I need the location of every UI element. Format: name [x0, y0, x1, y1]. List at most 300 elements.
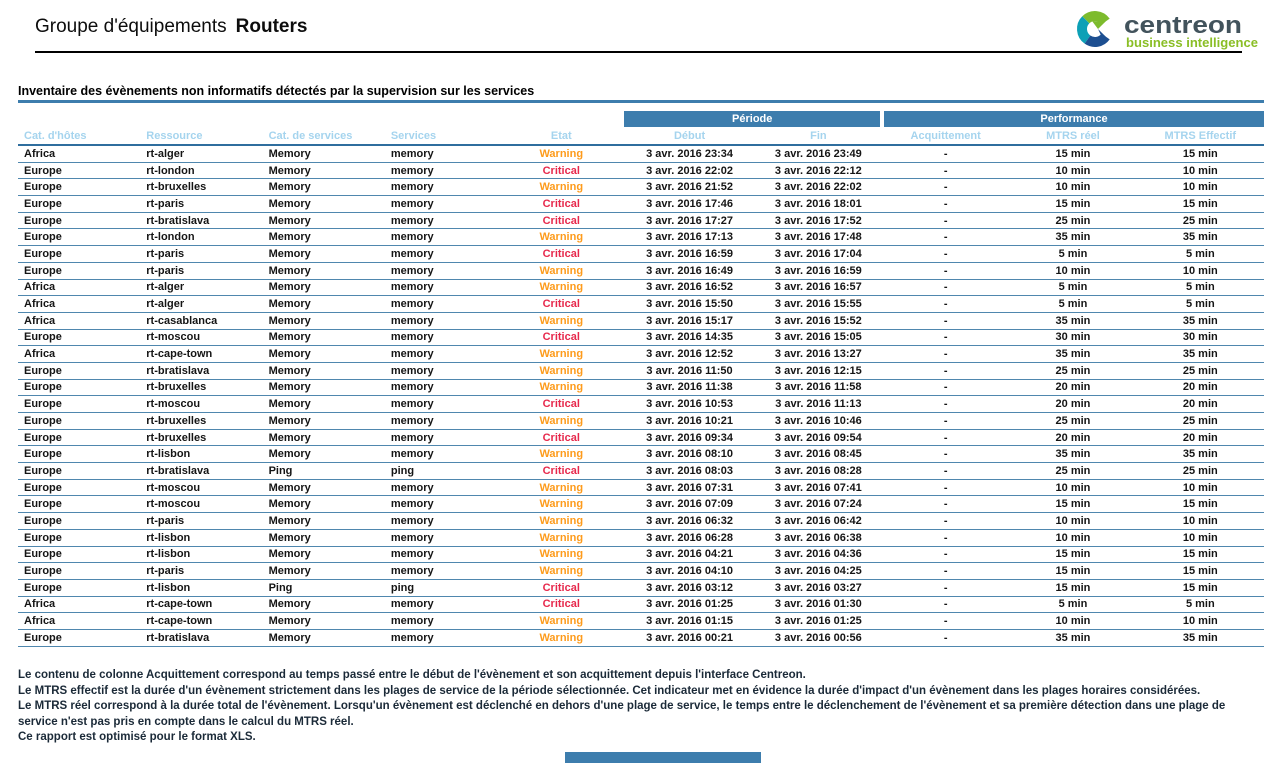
- cell-state: Warning: [498, 379, 624, 396]
- cell-state: Critical: [498, 212, 624, 229]
- cell-state: Warning: [498, 613, 624, 630]
- cell-host-category: Europe: [18, 463, 140, 480]
- cell-resource: rt-lisbon: [140, 546, 262, 563]
- cell-host-category: Europe: [18, 479, 140, 496]
- cell-start: 3 avr. 2016 10:21: [624, 413, 754, 430]
- cell-mtrs-effective: 10 min: [1137, 529, 1264, 546]
- cell-acknowledgement: -: [882, 279, 1009, 296]
- cell-service: memory: [385, 296, 498, 313]
- cell-start: 3 avr. 2016 04:21: [624, 546, 754, 563]
- cell-mtrs-real: 5 min: [1009, 296, 1136, 313]
- cell-state: Warning: [498, 479, 624, 496]
- cell-host-category: Europe: [18, 546, 140, 563]
- cell-host-category: Europe: [18, 379, 140, 396]
- cell-host-category: Europe: [18, 496, 140, 513]
- cell-mtrs-real: 10 min: [1009, 262, 1136, 279]
- cell-resource: rt-bruxelles: [140, 379, 262, 396]
- table-row: [18, 212, 1264, 229]
- cell-resource: rt-bruxelles: [140, 413, 262, 430]
- cell-resource: rt-lisbon: [140, 446, 262, 463]
- cell-mtrs-effective: 35 min: [1137, 446, 1264, 463]
- cell-resource: rt-moscou: [140, 496, 262, 513]
- cell-service-category: Ping: [263, 579, 385, 596]
- cell-service: ping: [385, 579, 498, 596]
- cell-start: 3 avr. 2016 16:52: [624, 279, 754, 296]
- cell-mtrs-effective: 5 min: [1137, 596, 1264, 613]
- cell-state: Warning: [498, 346, 624, 363]
- cell-acknowledgement: -: [882, 479, 1009, 496]
- cell-acknowledgement: -: [882, 162, 1009, 179]
- footnote-line: Ce rapport est optimisé pour le format XLS.: [18, 731, 256, 743]
- table-row: [18, 145, 1264, 162]
- cell-service: memory: [385, 396, 498, 413]
- col-header-acknowledgement: Acquittement: [882, 127, 1009, 145]
- cell-resource: rt-cape-town: [140, 596, 262, 613]
- cell-start: 3 avr. 2016 07:31: [624, 479, 754, 496]
- table-row: [18, 463, 1264, 480]
- cell-service-category: Memory: [263, 162, 385, 179]
- cell-acknowledgement: -: [882, 379, 1009, 396]
- cell-end: 3 avr. 2016 00:56: [755, 629, 882, 646]
- page-title-group: Routers: [235, 16, 308, 37]
- footnote-line: Le MTRS effectif est la durée d'un évènement strictement dans les plages de service de la période sélectionnée. Cet indicateur met en évidence la durée d'impact d'un évènement dans les plages horaires considérées.: [18, 684, 1201, 697]
- cell-end: 3 avr. 2016 07:24: [755, 496, 882, 513]
- cell-mtrs-effective: 20 min: [1137, 396, 1264, 413]
- cell-acknowledgement: -: [882, 446, 1009, 463]
- cell-service: memory: [385, 346, 498, 363]
- cell-acknowledgement: -: [882, 613, 1009, 630]
- cell-service: memory: [385, 312, 498, 329]
- cell-mtrs-effective: 10 min: [1137, 262, 1264, 279]
- cell-mtrs-real: 15 min: [1009, 563, 1136, 580]
- cell-end: 3 avr. 2016 03:27: [755, 579, 882, 596]
- table-row: [18, 496, 1264, 513]
- cell-host-category: Europe: [18, 362, 140, 379]
- cell-acknowledgement: -: [882, 346, 1009, 363]
- cell-mtrs-effective: 15 min: [1137, 496, 1264, 513]
- col-header-start: Début: [624, 127, 754, 145]
- cell-start: 3 avr. 2016 00:21: [624, 629, 754, 646]
- cell-service-category: Memory: [263, 413, 385, 430]
- cell-mtrs-real: 15 min: [1009, 546, 1136, 563]
- cell-mtrs-effective: 15 min: [1137, 546, 1264, 563]
- cell-end: 3 avr. 2016 16:57: [755, 279, 882, 296]
- section-underline: [18, 100, 1264, 103]
- cell-state: Warning: [498, 279, 624, 296]
- cell-service: ping: [385, 463, 498, 480]
- logo-tagline-text: business intelligence: [1126, 36, 1259, 50]
- footnotes: [18, 668, 1225, 746]
- table-header-row: [18, 127, 1264, 145]
- cell-service: memory: [385, 179, 498, 196]
- cell-end: 3 avr. 2016 07:41: [755, 479, 882, 496]
- cell-start: 3 avr. 2016 17:46: [624, 196, 754, 213]
- table-row: [18, 529, 1264, 546]
- cell-end: 3 avr. 2016 01:30: [755, 596, 882, 613]
- cell-host-category: Europe: [18, 396, 140, 413]
- cell-end: 3 avr. 2016 08:45: [755, 446, 882, 463]
- cell-mtrs-effective: 20 min: [1137, 379, 1264, 396]
- cell-end: 3 avr. 2016 23:49: [755, 145, 882, 162]
- cell-start: 3 avr. 2016 22:02: [624, 162, 754, 179]
- cell-service-category: Memory: [263, 396, 385, 413]
- cell-state: Warning: [498, 262, 624, 279]
- table-row: [18, 513, 1264, 530]
- cell-service: memory: [385, 479, 498, 496]
- cell-start: 3 avr. 2016 15:17: [624, 312, 754, 329]
- cell-start: 3 avr. 2016 15:50: [624, 296, 754, 313]
- col-header-resource: Ressource: [140, 127, 262, 145]
- cell-host-category: Africa: [18, 145, 140, 162]
- cell-mtrs-real: 20 min: [1009, 429, 1136, 446]
- cell-state: Warning: [498, 179, 624, 196]
- cell-end: 3 avr. 2016 22:12: [755, 162, 882, 179]
- group-header-spacer: [18, 111, 624, 127]
- cell-service-category: Memory: [263, 246, 385, 263]
- cell-service: memory: [385, 446, 498, 463]
- cell-start: 3 avr. 2016 16:49: [624, 262, 754, 279]
- cell-acknowledgement: -: [882, 596, 1009, 613]
- cell-host-category: Europe: [18, 262, 140, 279]
- cell-service: memory: [385, 262, 498, 279]
- table-row: [18, 196, 1264, 213]
- cell-mtrs-real: 5 min: [1009, 246, 1136, 263]
- cell-acknowledgement: -: [882, 463, 1009, 480]
- cell-service-category: Memory: [263, 229, 385, 246]
- cell-end: 3 avr. 2016 04:36: [755, 546, 882, 563]
- cell-host-category: Africa: [18, 613, 140, 630]
- cell-host-category: Europe: [18, 563, 140, 580]
- cell-state: Warning: [498, 362, 624, 379]
- cell-state: Critical: [498, 329, 624, 346]
- cell-service: memory: [385, 513, 498, 530]
- cell-end: 3 avr. 2016 13:27: [755, 346, 882, 363]
- cell-acknowledgement: -: [882, 196, 1009, 213]
- cell-mtrs-real: 35 min: [1009, 446, 1136, 463]
- cell-service-category: Memory: [263, 596, 385, 613]
- cell-end: 3 avr. 2016 16:59: [755, 262, 882, 279]
- cell-service: memory: [385, 329, 498, 346]
- cell-start: 3 avr. 2016 16:59: [624, 246, 754, 263]
- cell-host-category: Europe: [18, 329, 140, 346]
- cell-service: memory: [385, 613, 498, 630]
- page-title: [35, 16, 307, 38]
- cell-acknowledgement: -: [882, 246, 1009, 263]
- cell-start: 3 avr. 2016 04:10: [624, 563, 754, 580]
- cell-host-category: Africa: [18, 596, 140, 613]
- cell-service-category: Ping: [263, 463, 385, 480]
- cell-end: 3 avr. 2016 01:25: [755, 613, 882, 630]
- cell-service: memory: [385, 529, 498, 546]
- col-header-host-category: Cat. d'hôtes: [18, 127, 140, 145]
- cell-mtrs-real: 25 min: [1009, 463, 1136, 480]
- cell-service: memory: [385, 162, 498, 179]
- cell-acknowledgement: -: [882, 513, 1009, 530]
- cell-service-category: Memory: [263, 446, 385, 463]
- cell-resource: rt-paris: [140, 513, 262, 530]
- cell-state: Critical: [498, 463, 624, 480]
- cell-resource: rt-bruxelles: [140, 429, 262, 446]
- cell-state: Warning: [498, 145, 624, 162]
- cell-resource: rt-paris: [140, 246, 262, 263]
- table-row: [18, 296, 1264, 313]
- cell-service: memory: [385, 413, 498, 430]
- cell-mtrs-effective: 5 min: [1137, 296, 1264, 313]
- cell-mtrs-real: 20 min: [1009, 396, 1136, 413]
- cell-mtrs-effective: 30 min: [1137, 329, 1264, 346]
- cell-mtrs-effective: 25 min: [1137, 212, 1264, 229]
- cell-host-category: Europe: [18, 513, 140, 530]
- cell-host-category: Europe: [18, 179, 140, 196]
- cell-acknowledgement: -: [882, 413, 1009, 430]
- table-row: [18, 312, 1264, 329]
- cell-state: Critical: [498, 296, 624, 313]
- cell-end: 3 avr. 2016 15:55: [755, 296, 882, 313]
- centreon-logo-icon: [1076, 6, 1268, 52]
- cell-start: 3 avr. 2016 17:13: [624, 229, 754, 246]
- table-row: [18, 329, 1264, 346]
- cell-resource: rt-moscou: [140, 396, 262, 413]
- col-header-service: Services: [385, 127, 498, 145]
- table-row: [18, 162, 1264, 179]
- table-row: [18, 629, 1264, 646]
- cell-resource: rt-cape-town: [140, 613, 262, 630]
- cell-service-category: Memory: [263, 546, 385, 563]
- cell-service: memory: [385, 196, 498, 213]
- cell-service: memory: [385, 279, 498, 296]
- cell-state: Critical: [498, 429, 624, 446]
- footer-page-bar: [565, 752, 761, 763]
- cell-acknowledgement: -: [882, 312, 1009, 329]
- cell-service: memory: [385, 246, 498, 263]
- cell-service-category: Memory: [263, 429, 385, 446]
- cell-end: 3 avr. 2016 17:52: [755, 212, 882, 229]
- cell-acknowledgement: -: [882, 262, 1009, 279]
- cell-resource: rt-bratislava: [140, 212, 262, 229]
- cell-end: 3 avr. 2016 11:13: [755, 396, 882, 413]
- cell-resource: rt-cape-town: [140, 346, 262, 363]
- cell-end: 3 avr. 2016 06:38: [755, 529, 882, 546]
- cell-state: Critical: [498, 596, 624, 613]
- centreon-c-mark-icon: [1082, 16, 1106, 42]
- cell-acknowledgement: -: [882, 329, 1009, 346]
- table-row: [18, 346, 1264, 363]
- cell-start: 3 avr. 2016 11:50: [624, 362, 754, 379]
- cell-resource: rt-london: [140, 229, 262, 246]
- cell-state: Critical: [498, 396, 624, 413]
- cell-start: 3 avr. 2016 01:15: [624, 613, 754, 630]
- cell-acknowledgement: -: [882, 563, 1009, 580]
- table-row: [18, 229, 1264, 246]
- cell-mtrs-real: 15 min: [1009, 496, 1136, 513]
- cell-service-category: Memory: [263, 346, 385, 363]
- table-row: [18, 396, 1264, 413]
- events-table-body: [18, 145, 1264, 646]
- cell-host-category: Africa: [18, 312, 140, 329]
- cell-resource: rt-lisbon: [140, 529, 262, 546]
- table-row: [18, 279, 1264, 296]
- table-row: [18, 546, 1264, 563]
- page-title-prefix: Groupe d'équipements: [35, 16, 227, 37]
- cell-end: 3 avr. 2016 10:46: [755, 413, 882, 430]
- footnote-line: service n'est pas pris en compte dans le calcul du MTRS réel.: [18, 715, 354, 728]
- cell-host-category: Europe: [18, 446, 140, 463]
- cell-mtrs-effective: 15 min: [1137, 563, 1264, 580]
- cell-mtrs-effective: 15 min: [1137, 579, 1264, 596]
- cell-service: memory: [385, 429, 498, 446]
- table-row: [18, 479, 1264, 496]
- cell-state: Warning: [498, 446, 624, 463]
- cell-host-category: Europe: [18, 529, 140, 546]
- cell-mtrs-real: 15 min: [1009, 579, 1136, 596]
- cell-mtrs-real: 30 min: [1009, 329, 1136, 346]
- cell-acknowledgement: -: [882, 179, 1009, 196]
- cell-service-category: Memory: [263, 629, 385, 646]
- cell-mtrs-real: 35 min: [1009, 629, 1136, 646]
- cell-mtrs-effective: 15 min: [1137, 196, 1264, 213]
- cell-state: Warning: [498, 546, 624, 563]
- cell-service-category: Memory: [263, 529, 385, 546]
- cell-service: memory: [385, 563, 498, 580]
- cell-mtrs-effective: 10 min: [1137, 479, 1264, 496]
- table-row: [18, 613, 1264, 630]
- cell-end: 3 avr. 2016 15:05: [755, 329, 882, 346]
- table-row: [18, 262, 1264, 279]
- cell-acknowledgement: -: [882, 296, 1009, 313]
- cell-acknowledgement: -: [882, 529, 1009, 546]
- cell-acknowledgement: -: [882, 629, 1009, 646]
- cell-service-category: Memory: [263, 513, 385, 530]
- table-row: [18, 246, 1264, 263]
- cell-service: memory: [385, 596, 498, 613]
- cell-service-category: Memory: [263, 196, 385, 213]
- cell-resource: rt-london: [140, 162, 262, 179]
- footnote-line: Le MTRS réel correspond à la durée total de l'évènement. Lorsqu'un évènement est déclenché en dehors d'une plage de service, le temps entre le déclenchement de l'évènement et sa première détection dans une plage de: [18, 700, 1226, 712]
- cell-acknowledgement: -: [882, 496, 1009, 513]
- header-divider: [35, 51, 1242, 53]
- cell-service-category: Memory: [263, 563, 385, 580]
- cell-end: 3 avr. 2016 15:52: [755, 312, 882, 329]
- cell-acknowledgement: -: [882, 396, 1009, 413]
- cell-mtrs-real: 10 min: [1009, 613, 1136, 630]
- cell-service: memory: [385, 546, 498, 563]
- cell-mtrs-effective: 5 min: [1137, 246, 1264, 263]
- cell-state: Warning: [498, 413, 624, 430]
- cell-service-category: Memory: [263, 496, 385, 513]
- logo-brand-text: centreon: [1124, 12, 1242, 39]
- cell-start: 3 avr. 2016 07:09: [624, 496, 754, 513]
- cell-service-category: Memory: [263, 279, 385, 296]
- cell-service: memory: [385, 362, 498, 379]
- cell-mtrs-real: 10 min: [1009, 513, 1136, 530]
- table-row: [18, 429, 1264, 446]
- cell-service: memory: [385, 145, 498, 162]
- cell-state: Warning: [498, 229, 624, 246]
- section-title: Inventaire des évènements non informatifs détectés par la supervision sur les services: [18, 84, 535, 98]
- cell-start: 3 avr. 2016 10:53: [624, 396, 754, 413]
- cell-mtrs-effective: 10 min: [1137, 162, 1264, 179]
- col-header-mtrs-real: MTRS réel: [1009, 127, 1136, 145]
- cell-mtrs-real: 15 min: [1009, 145, 1136, 162]
- cell-host-category: Europe: [18, 429, 140, 446]
- cell-mtrs-real: 35 min: [1009, 346, 1136, 363]
- group-header-performance: Performance: [882, 111, 1264, 127]
- cell-host-category: Europe: [18, 196, 140, 213]
- cell-resource: rt-casablanca: [140, 312, 262, 329]
- cell-start: 3 avr. 2016 12:52: [624, 346, 754, 363]
- cell-host-category: Europe: [18, 579, 140, 596]
- cell-start: 3 avr. 2016 01:25: [624, 596, 754, 613]
- cell-service-category: Memory: [263, 312, 385, 329]
- cell-resource: rt-alger: [140, 296, 262, 313]
- cell-resource: rt-lisbon: [140, 579, 262, 596]
- cell-mtrs-effective: 35 min: [1137, 312, 1264, 329]
- cell-mtrs-effective: 15 min: [1137, 145, 1264, 162]
- cell-end: 3 avr. 2016 06:42: [755, 513, 882, 530]
- cell-mtrs-real: 10 min: [1009, 479, 1136, 496]
- cell-start: 3 avr. 2016 03:12: [624, 579, 754, 596]
- cell-host-category: Africa: [18, 346, 140, 363]
- cell-resource: rt-moscou: [140, 329, 262, 346]
- cell-mtrs-real: 10 min: [1009, 162, 1136, 179]
- cell-state: Warning: [498, 629, 624, 646]
- cell-mtrs-real: 5 min: [1009, 596, 1136, 613]
- cell-service-category: Memory: [263, 212, 385, 229]
- table-row: [18, 179, 1264, 196]
- cell-start: 3 avr. 2016 14:35: [624, 329, 754, 346]
- cell-mtrs-real: 10 min: [1009, 529, 1136, 546]
- footnote-line: Le contenu de colonne Acquittement correspond au temps passé entre le début de l'évènement et son acquittement depuis l'interface Centreon.: [18, 669, 806, 681]
- cell-host-category: Europe: [18, 413, 140, 430]
- cell-end: 3 avr. 2016 22:02: [755, 179, 882, 196]
- cell-state: Warning: [498, 496, 624, 513]
- cell-service-category: Memory: [263, 296, 385, 313]
- events-table: [18, 111, 1264, 647]
- cell-host-category: Europe: [18, 212, 140, 229]
- cell-end: 3 avr. 2016 08:28: [755, 463, 882, 480]
- cell-host-category: Europe: [18, 162, 140, 179]
- cell-mtrs-real: 25 min: [1009, 212, 1136, 229]
- cell-start: 3 avr. 2016 21:52: [624, 179, 754, 196]
- cell-mtrs-effective: 35 min: [1137, 346, 1264, 363]
- cell-start: 3 avr. 2016 08:03: [624, 463, 754, 480]
- cell-resource: rt-paris: [140, 262, 262, 279]
- cell-resource: rt-paris: [140, 563, 262, 580]
- table-row: [18, 563, 1264, 580]
- table-row: [18, 362, 1264, 379]
- cell-start: 3 avr. 2016 09:34: [624, 429, 754, 446]
- cell-state: Critical: [498, 246, 624, 263]
- cell-acknowledgement: -: [882, 429, 1009, 446]
- cell-service: memory: [385, 229, 498, 246]
- cell-service-category: Memory: [263, 379, 385, 396]
- cell-mtrs-effective: 25 min: [1137, 362, 1264, 379]
- col-header-state: Etat: [498, 127, 624, 145]
- cell-service-category: Memory: [263, 479, 385, 496]
- cell-resource: rt-bratislava: [140, 629, 262, 646]
- table-row: [18, 446, 1264, 463]
- table-row: [18, 379, 1264, 396]
- cell-mtrs-effective: 10 min: [1137, 179, 1264, 196]
- cell-resource: rt-alger: [140, 279, 262, 296]
- cell-service: memory: [385, 379, 498, 396]
- cell-service-category: Memory: [263, 145, 385, 162]
- cell-resource: rt-bruxelles: [140, 179, 262, 196]
- cell-mtrs-effective: 35 min: [1137, 229, 1264, 246]
- table-row: [18, 579, 1264, 596]
- cell-end: 3 avr. 2016 18:01: [755, 196, 882, 213]
- table-row: [18, 596, 1264, 613]
